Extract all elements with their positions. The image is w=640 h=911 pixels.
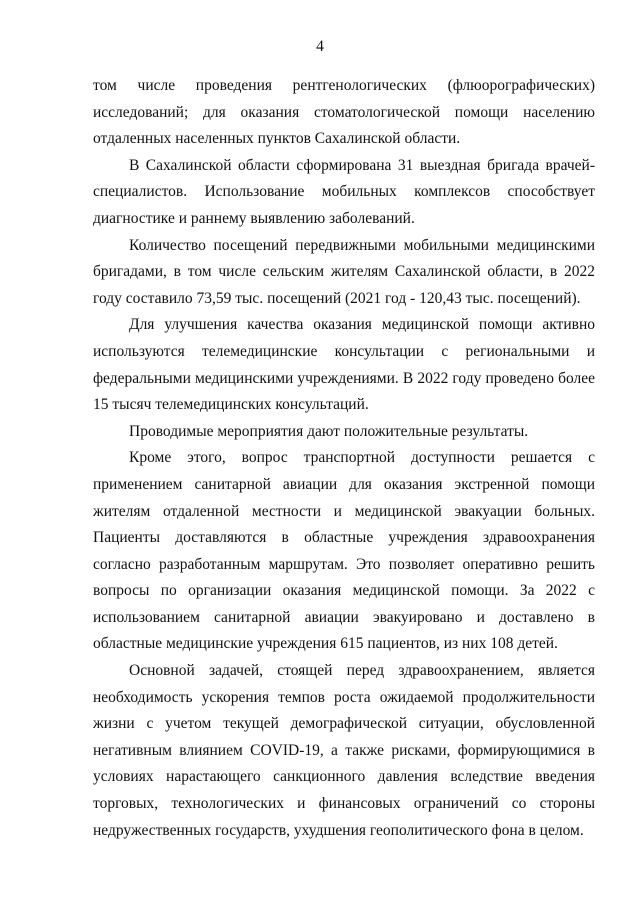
body-text [93, 73, 595, 844]
paragraph-mobile-teams: В Сахалинской области сформирована 31 выездная бригада врачей-специалистов. Использование мобильных комплексов способствует диагностике и раннему выявлению заболеваний. [93, 156, 595, 227]
paragraph-results: Проводимые мероприятия дают положительные результаты. [129, 422, 529, 440]
page-number: 4 [316, 38, 324, 55]
paragraph-main-task: Основной задачей, стоящей перед здравоохранением, является необходимость ускорения темпов роста ожидаемой продолжительности жизни с учетом текущей демографической ситуации, обусловленной негативным влиянием COVID-19, а также рисками, формирующимися в условиях нарастающего санкционного давления вследствие введения торговых, технологических и финансовых ограничений со стороны недружественных государств, ухудшения геополитического фона в целом. [93, 662, 595, 839]
paragraph-visits: Количество посещений передвижными мобильными медицинскими бригадами, в том числе сельским жителям Сахалинской области, в 2022 году составило 73,59 тыс. посещений (2021 год - 120,43 тыс. посещений). [93, 236, 595, 307]
paragraph-air-ambulance: Кроме этого, вопрос транспортной доступности решается с применением санитарной авиации для оказания экстренной помощи жителям отдаленной местности и медицинской эвакуации больных. Пациенты доставляются в областные учреждения здравоохранения согласно разработанным маршрутам. Это позволяет оперативно решить вопросы по организации оказания медицинской помощи. За 2022 с использованием санитарной авиации эвакуировано и доставлено в областные медицинские учреждения 615 пациентов, из них 108 детей. [93, 449, 595, 653]
paragraph-telemedicine: Для улучшения качества оказания медицинской помощи активно используются телемедицинские консультации с региональными и федеральными медицинскими учреждениями. В 2022 году проведено более 15 тысяч телемедицинских консультаций. [93, 316, 595, 414]
paragraph-continuation: том числе проведения рентгенологических (флюорографических) исследований; для оказания стоматологической помощи населению отдаленных населенных пунктов Сахалинской области. [93, 77, 595, 148]
